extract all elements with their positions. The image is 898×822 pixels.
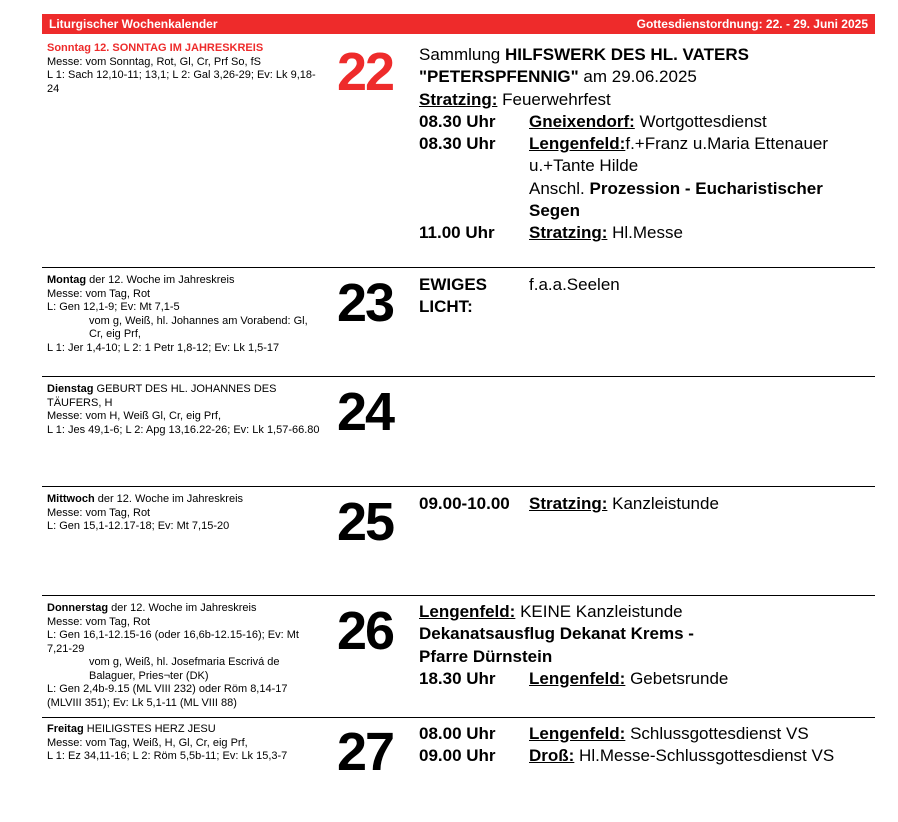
liturgy-title: Mittwoch der 12. Woche im Jahreskreis	[47, 493, 244, 505]
day-block-26	[42, 595, 875, 718]
liturgy-title: Dienstag GEBURT DES HL. JOHANNES DES TÄUFERS, H	[47, 383, 277, 409]
liturgy-line: L 1: Jes 49,1-6; L 2: Apg 13,16.22-26; Ev: Lk 1,57-66.80	[47, 423, 320, 436]
day-block-24	[42, 376, 875, 487]
header-title: Liturgischer Wochenkalender	[49, 17, 218, 31]
liturgy-title: Freitag HEILIGSTES HERZ JESU	[47, 723, 216, 735]
day-number: 27	[337, 722, 394, 782]
liturgy-line: Messe: vom Tag, Rot	[47, 506, 151, 519]
liturgy-info	[47, 493, 322, 534]
events	[419, 723, 874, 768]
liturgy-line: vom g, Weiß, hl. Johannes am Vorabend: Gl, Cr, eig Prf,	[89, 314, 308, 340]
liturgy-line: L 1: Jer 1,4-10; L 2: 1 Petr 1,8-12; Ev: Lk 1,5-17	[47, 341, 280, 354]
liturgy-title: Sonntag 12. SONNTAG IM JAHRESKREIS	[47, 42, 264, 54]
day-block-23	[42, 267, 875, 376]
liturgy-line: L: Gen 15,1-12.17-18; Ev: Mt 7,15-20	[47, 520, 230, 532]
events	[419, 274, 874, 319]
day-block-27	[42, 717, 875, 798]
day-block-25	[42, 486, 875, 596]
collection-notice: Sammlung HILFSWERK DES HL. VATERS "PETERSPFENNIG" am 29.06.2025	[419, 45, 749, 87]
day-number: 23	[337, 273, 394, 333]
event-row: 08.30 Uhr Gneixendorf: Wortgottesdienst	[419, 111, 767, 131]
header-date-range: Gottesdienstordnung: 22. - 29. Juni 2025	[636, 17, 868, 31]
liturgy-line: Messe: vom Tag, Weiß, H, Gl, Cr, eig Prf,	[47, 736, 248, 749]
liturgy-line: vom g, Weiß, hl. Josefmaria Escrivá de Balaguer, Pries¬ter (DK)	[89, 656, 280, 682]
day-number: 24	[337, 382, 394, 442]
liturgy-line: Messe: vom Sonntag, Rot, Gl, Cr, Prf So, fS	[47, 55, 261, 68]
liturgy-info	[47, 42, 322, 96]
liturgy-line: L: Gen 2,4b-9.15 (ML VIII 232) oder Röm 8,14-17 (MLVIII 351); Ev: Lk 5,1-11 (ML VIII 88)	[47, 683, 288, 709]
events	[419, 601, 874, 690]
event-row: Lengenfeld: KEINE Kanzleistunde	[419, 602, 683, 621]
events	[419, 493, 874, 515]
events	[419, 44, 874, 245]
day-number: 22	[337, 42, 394, 102]
liturgy-title: Montag der 12. Woche im Jahreskreis	[47, 274, 235, 286]
calendar-header	[42, 14, 875, 34]
liturgy-info	[47, 723, 322, 764]
event-row: 11.00 Uhr Stratzing: Hl.Messe	[419, 223, 683, 243]
event-row: 08.00 Uhr Lengenfeld: Schlussgottesdienst VS	[419, 724, 809, 743]
liturgy-info	[47, 274, 322, 355]
day-number: 25	[337, 492, 394, 552]
liturgy-line: L: Gen 12,1-9; Ev: Mt 7,1-5	[47, 301, 180, 313]
event-row: Dekanatsausflug Dekanat Krems - Pfarre Dürnstein	[419, 624, 694, 666]
event-row: 09.00 Uhr Droß: Hl.Messe-Schlussgottesdienst VS	[419, 746, 835, 766]
liturgy-line: L: Gen 16,1-12.15-16 (oder 16,6b-12.15-16); Ev: Mt 7,21-29	[47, 629, 299, 655]
liturgy-line: L 1: Sach 12,10-11; 13,1; L 2: Gal 3,26-29; Ev: Lk 9,18-24	[47, 69, 316, 95]
liturgy-title: Donnerstag der 12. Woche im Jahreskreis	[47, 602, 257, 614]
event-row: 18.30 Uhr Lengenfeld: Gebetsrunde	[419, 668, 729, 688]
day-number: 26	[337, 601, 394, 661]
liturgy-line: Messe: vom Tag, Rot	[47, 287, 151, 300]
liturgy-line: Messe: vom H, Weiß Gl, Cr, eig Prf,	[47, 410, 221, 422]
event-row: 08.30 Uhr Lengenfeld:f.+Franz u.Maria Ettenauer u.+Tante Hilde Anschl. Prozession - Eucharistischer Segen	[419, 134, 829, 221]
event-row: Stratzing: Feuerwehrfest	[419, 89, 611, 109]
event-row: EWIGES LICHT: f.a.a.Seelen	[419, 275, 620, 317]
liturgy-info	[47, 602, 322, 710]
event-row: 09.00-10.00 Stratzing: Kanzleistunde	[419, 494, 719, 513]
liturgy-line: L 1: Ez 34,11-16; L 2: Röm 5,5b-11; Ev: Lk 15,3-7	[47, 750, 288, 762]
day-block-22	[42, 42, 875, 267]
liturgy-info	[47, 383, 322, 437]
liturgy-line: Messe: vom Tag, Rot	[47, 615, 151, 628]
